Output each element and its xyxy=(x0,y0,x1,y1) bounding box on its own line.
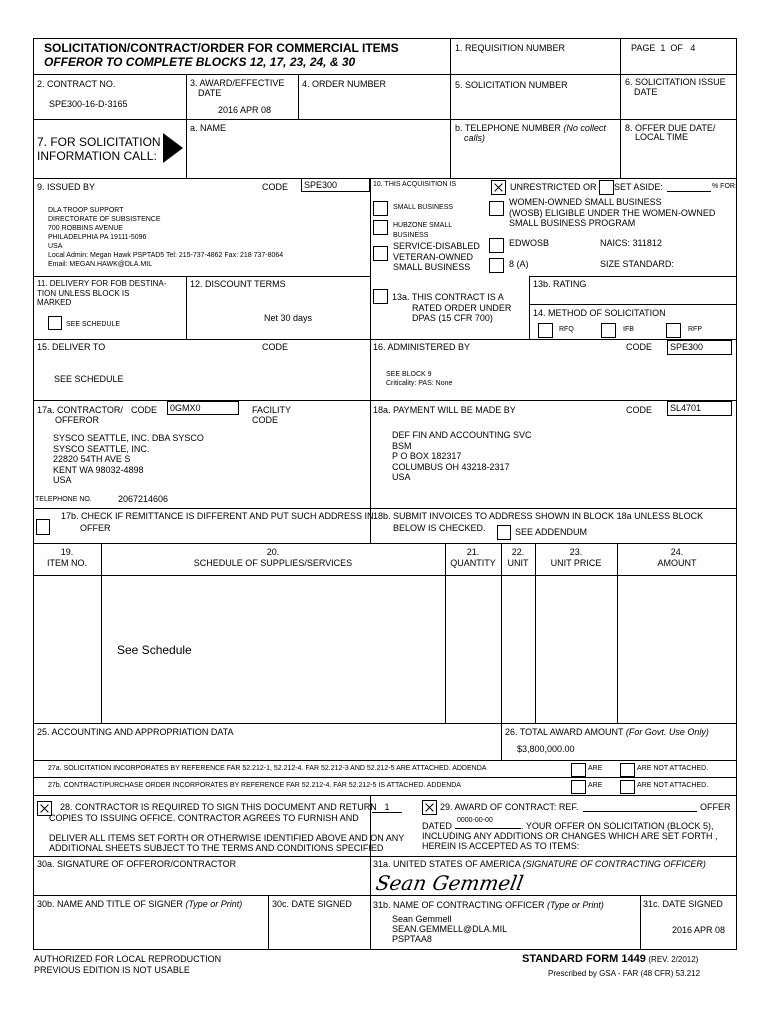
award-date-value: 2016 APR 08 xyxy=(218,105,272,115)
col-schedule: 20. SCHEDULE OF SUPPLIES/SERVICES xyxy=(193,547,353,568)
see-addendum-checkbox[interactable] xyxy=(497,525,511,540)
col-quantity: 21. QUANTITY xyxy=(450,547,496,568)
standard-form-label: STANDARD FORM 1449 (REV. 2/2012) xyxy=(522,953,699,965)
hubzone-checkbox[interactable] xyxy=(373,220,388,235)
name-label: a. NAME xyxy=(190,123,227,133)
offer-due-label-2: LOCAL TIME xyxy=(635,132,689,142)
rule xyxy=(33,74,737,75)
signer-name-label: 30b. NAME AND TITLE OF SIGNER (Type or Print) xyxy=(37,899,243,909)
wosb-checkbox[interactable] xyxy=(489,201,504,216)
ifb-label: IFB xyxy=(623,326,634,333)
award-date-label-2: DATE xyxy=(198,88,222,98)
rule xyxy=(529,276,530,339)
payment-code-value: SL4701 xyxy=(667,401,732,416)
payment-code-label: CODE xyxy=(626,405,653,415)
award-offer-label: OFFER xyxy=(700,802,731,812)
sdvosb-label: SERVICE-DISABLED VETERAN-OWNED SMALL BUSINESS xyxy=(393,241,480,272)
rule xyxy=(33,856,737,857)
award-line4: HEREIN IS ACCEPTED AS TO ITEMS: xyxy=(422,841,580,851)
rated-order-label: 13a. THIS CONTRACT IS A RATED ORDER UNDER DPAS (15 CFR 700) xyxy=(392,292,512,323)
size-standard-label: SIZE STANDARD: xyxy=(600,259,674,269)
total-award-value: $3,800,000.00 xyxy=(517,744,575,754)
officer-signature-label: 31a. UNITED STATES OF AMERICA (SIGNATURE OF CONTRACTING OFFICER) xyxy=(373,859,706,869)
rated-order-checkbox[interactable] xyxy=(373,289,388,304)
edwosb-checkbox[interactable] xyxy=(489,238,504,253)
contractor-code-label: CODE xyxy=(131,405,158,415)
deliver-to-code-label: CODE xyxy=(262,342,289,352)
rule xyxy=(445,543,446,723)
see-schedule-label: SEE SCHEDULE xyxy=(66,321,121,328)
contract-no-label: 2. CONTRACT NO. xyxy=(37,79,116,89)
27a-are-checkbox[interactable] xyxy=(571,763,586,777)
order-number-label: 4. ORDER NUMBER xyxy=(302,79,387,89)
fob-label: 11. DELIVERY FOR FOB DESTINA- TION UNLESS BLOCK IS MARKED xyxy=(37,279,167,307)
set-aside-blank xyxy=(667,191,711,192)
offeror-date-signed-label: 30c. DATE SIGNED xyxy=(272,899,352,909)
edwosb-label: EDWOSB xyxy=(509,238,550,248)
contractor-label: 17a. CONTRACTOR/ OFFEROR xyxy=(37,405,123,425)
contractor-telephone-label: TELEPHONE NO. xyxy=(35,496,92,503)
hubzone-label: HUBZONE SMALL BUSINESS xyxy=(393,222,453,239)
col-amount: 24. AMOUNT xyxy=(657,547,697,568)
form-subtitle: OFFEROR TO COMPLETE BLOCKS 12, 17, 23, 24, & 30 xyxy=(44,55,356,69)
naics-label: NAICS: 311812 xyxy=(600,238,662,248)
set-aside-checkbox[interactable] xyxy=(599,180,614,195)
rule xyxy=(33,543,737,544)
method-label: 14. METHOD OF SOLICITATION xyxy=(533,308,666,318)
officer-name-value: Sean Gemmell SEAN.GEMMELL@DLA.MIL PSPTAA8 xyxy=(392,914,508,944)
eight-a-label: 8 (A) xyxy=(509,259,529,269)
see-schedule-checkbox[interactable] xyxy=(48,316,62,330)
col-unit: 22. UNIT xyxy=(507,547,529,568)
contractor-telephone-value: 2067214606 xyxy=(118,494,169,504)
contractor-code-value: 0GMX0 xyxy=(167,401,239,415)
award-dated-label: DATED xyxy=(422,821,452,831)
discount-terms-label: 12. DISCOUNT TERMS xyxy=(190,279,286,289)
issued-by-label: 9. ISSUED BY xyxy=(37,182,96,192)
unrestricted-checkbox[interactable] xyxy=(491,180,506,195)
form-title: SOLICITATION/CONTRACT/ORDER FOR COMMERCIAL ITEMS xyxy=(44,41,399,55)
rule xyxy=(186,276,187,339)
contractor-sign-line4: ADDITIONAL SHEETS SUBJECT TO THE TERMS AND CONDITIONS SPECIFIED xyxy=(49,843,384,853)
remittance-label: 17b. CHECK IF REMITTANCE IS DIFFERENT AND PUT SUCH ADDRESS IN xyxy=(61,511,374,521)
rule xyxy=(33,575,737,576)
27b-are-not-checkbox[interactable] xyxy=(620,780,635,794)
see-addendum-label: SEE ADDENDUM xyxy=(515,527,588,537)
rule xyxy=(501,723,502,760)
rule xyxy=(33,276,370,277)
contractor-sign-line2: COPIES TO ISSUING OFFICE. CONTRACTOR AGREES TO FURNISH AND xyxy=(49,813,359,823)
small-business-label: SMALL BUSINESS xyxy=(393,204,454,211)
rule xyxy=(33,119,737,120)
far-27b: 27b. CONTRACT/PURCHASE ORDER INCORPORATES BY REFERENCE FAR 52.212-4. FAR 52.212-5 IS ATTACHED. ADDENDA xyxy=(48,782,461,789)
rfp-label: RFP xyxy=(688,326,702,333)
solicitation-date-label: 6. SOLICITATION ISSUE xyxy=(625,77,726,87)
telephone-label: b. TELEPHONE NUMBER (No collect xyxy=(455,123,606,133)
rating-label: 13b. RATING xyxy=(533,279,587,289)
rule xyxy=(33,760,737,761)
27a-are-not-checkbox[interactable] xyxy=(620,763,635,777)
rule xyxy=(101,543,102,723)
payment-address: DEF FIN AND ACCOUNTING SVC BSM P O BOX 182317 COLUMBUS OH 43218-2317 USA xyxy=(392,430,532,482)
rfq-checkbox[interactable] xyxy=(538,323,553,338)
telephone-label-2: calls) xyxy=(464,133,486,143)
remittance-label-2: OFFER xyxy=(80,523,111,533)
rule xyxy=(33,339,737,340)
solicitation-info-label: 7. FOR SOLICITATION xyxy=(37,135,161,149)
prescribed-by: Prescribed by GSA - FAR (48 CFR) 53.212 xyxy=(548,969,701,978)
officer-date-signed-value: 2016 APR 08 xyxy=(672,925,726,935)
reproduction-notice: AUTHORIZED FOR LOCAL REPRODUCTION PREVIOUS EDITION IS NOT USABLE xyxy=(34,954,222,975)
officer-signature: Sean Gemmell xyxy=(373,871,526,895)
award-checkbox[interactable] xyxy=(422,800,437,815)
rule xyxy=(33,178,737,179)
requisition-label: 1. REQUISITION NUMBER xyxy=(455,43,566,53)
rule xyxy=(268,895,269,950)
sdvosb-checkbox[interactable] xyxy=(373,246,388,261)
copies-blank xyxy=(372,812,402,813)
rule xyxy=(186,74,187,178)
administered-by-label: 16. ADMINISTERED BY xyxy=(373,342,471,352)
rule xyxy=(370,795,371,950)
27a-are-not-label: ARE NOT ATTACHED. xyxy=(637,765,709,772)
small-business-checkbox[interactable] xyxy=(373,201,388,216)
contract-no-value: SPE300-16-D-3165 xyxy=(49,99,128,109)
rule xyxy=(450,38,451,178)
rule xyxy=(33,795,737,796)
rule xyxy=(501,543,502,723)
facility-code-label: FACILITY CODE xyxy=(252,405,292,425)
solicitation-info-label-2: INFORMATION CALL: xyxy=(37,149,157,163)
rule xyxy=(529,304,737,305)
award-line2: . YOUR OFFER ON SOLICITATION (BLOCK 5), xyxy=(521,821,714,831)
rule xyxy=(33,895,737,896)
award-dated-value: 0000-00-00 xyxy=(457,817,493,824)
27b-are-checkbox[interactable] xyxy=(571,780,586,794)
rule xyxy=(33,400,737,401)
accounting-label: 25. ACCOUNTING AND APPROPRIATION DATA xyxy=(37,727,234,737)
total-award-label: 26. TOTAL AWARD AMOUNT (For Govt. Use Only) xyxy=(505,727,709,737)
award-dated-blank xyxy=(455,828,521,829)
acquisition-label: 10. THIS ACQUISITION IS xyxy=(373,181,457,188)
arrow-right-icon xyxy=(163,133,183,163)
rule xyxy=(640,895,641,950)
contractor-address: SYSCO SEATTLE, INC. DBA SYSCO SYSCO SEATTLE, INC. 22820 54TH AVE S KENT WA 98032-4898 USA xyxy=(53,433,204,485)
rfp-checkbox[interactable] xyxy=(666,323,681,338)
award-line3: INCLUDING ANY ADDITIONS OR CHANGES WHICH ARE SET FORTH , xyxy=(422,831,718,841)
rule xyxy=(298,74,299,119)
issued-code-label: CODE xyxy=(262,182,289,192)
rule xyxy=(620,38,621,178)
rule xyxy=(617,543,618,723)
eight-a-checkbox[interactable] xyxy=(489,258,504,273)
col-unit-price: 23. UNIT PRICE xyxy=(550,547,602,568)
submit-invoices-label-2: BELOW IS CHECKED. xyxy=(393,523,486,533)
award-line1: 29. AWARD OF CONTRACT: REF. xyxy=(440,802,579,812)
offer-due-label: 8. OFFER DUE DATE/ xyxy=(625,123,716,133)
solicitation-number-label: 5. SOLICITATION NUMBER xyxy=(455,80,568,90)
deliver-to-label: 15. DELIVER TO xyxy=(37,342,106,352)
27a-are-label: ARE xyxy=(588,765,603,772)
award-ref-blank xyxy=(583,811,697,812)
administered-address: SEE BLOCK 9 Criticality: PAS: None xyxy=(386,371,453,387)
pct-for-label: % FOR: xyxy=(712,183,737,190)
schedule-body: See Schedule xyxy=(117,643,192,657)
rule xyxy=(370,178,371,508)
issued-code-value: SPE300 xyxy=(301,178,370,192)
unrestricted-label: UNRESTRICTED OR xyxy=(510,182,597,192)
rule xyxy=(529,276,737,277)
rule xyxy=(33,777,737,778)
ifb-checkbox[interactable] xyxy=(601,323,616,338)
administered-code-value: SPE300 xyxy=(667,340,732,355)
col-item-no: 19. ITEM NO. xyxy=(47,547,87,568)
award-date-label: 3. AWARD/EFFECTIVE xyxy=(190,78,285,88)
remittance-checkbox[interactable] xyxy=(36,519,50,535)
officer-date-signed-label: 31c. DATE SIGNED xyxy=(643,899,723,909)
page-indicator: PAGE 1 OF 4 xyxy=(631,43,696,53)
deliver-to-value: SEE SCHEDULE xyxy=(54,374,124,384)
submit-invoices-label: 18b. SUBMIT INVOICES TO ADDRESS SHOWN IN BLOCK 18a UNLESS BLOCK xyxy=(373,511,704,521)
discount-terms-value: Net 30 days xyxy=(264,313,313,323)
contractor-sign-copies: 1 xyxy=(384,802,390,812)
issued-address: DLA TROOP SUPPORT DIRECTORATE OF SUBSISTENCE 700 ROBBINS AVENUE PHILADELPHIA PA 19111-5096 USA Local Admin: Megan Hawk PSPTAD5 Tel: 215-737-4862 Fax: 218 737-8064 Email: MEGAN.HAWK@DLA.MIL xyxy=(48,207,284,268)
set-aside-label: SET ASIDE: xyxy=(614,182,663,192)
contractor-sign-line1: 28. CONTRACTOR IS REQUIRED TO SIGN THIS DOCUMENT AND RETURN xyxy=(60,802,377,812)
27b-are-not-label: ARE NOT ATTACHED. xyxy=(637,782,709,789)
administered-code-label: CODE xyxy=(626,342,653,352)
rfq-label: RFQ xyxy=(559,326,574,333)
wosb-label: WOMEN-OWNED SMALL BUSINESS (WOSB) ELIGIBLE UNDER THE WOMEN-OWNED SMALL BUSINESS PROGRAM xyxy=(509,197,716,228)
rule xyxy=(535,543,536,723)
far-27a: 27a. SOLICITATION INCORPORATES BY REFERENCE FAR 52.212-1, 52.212-4. FAR 52.212-3 AND 52.212-5 ARE ATTACHED. ADDENDA xyxy=(48,765,487,772)
solicitation-date-label-2: DATE xyxy=(634,87,658,97)
27b-are-label: ARE xyxy=(588,782,603,789)
rule xyxy=(33,508,737,509)
payment-label: 18a. PAYMENT WILL BE MADE BY xyxy=(373,405,516,415)
offeror-signature-label: 30a. SIGNATURE OF OFFEROR/CONTRACTOR xyxy=(37,859,237,869)
officer-name-label: 31b. NAME OF CONTRACTING OFFICER (Type or Print) xyxy=(373,900,604,910)
rule xyxy=(33,723,737,724)
contractor-sign-line3: DELIVER ALL ITEMS SET FORTH OR OTHERWISE IDENTIFIED ABOVE AND ON ANY xyxy=(49,833,405,843)
